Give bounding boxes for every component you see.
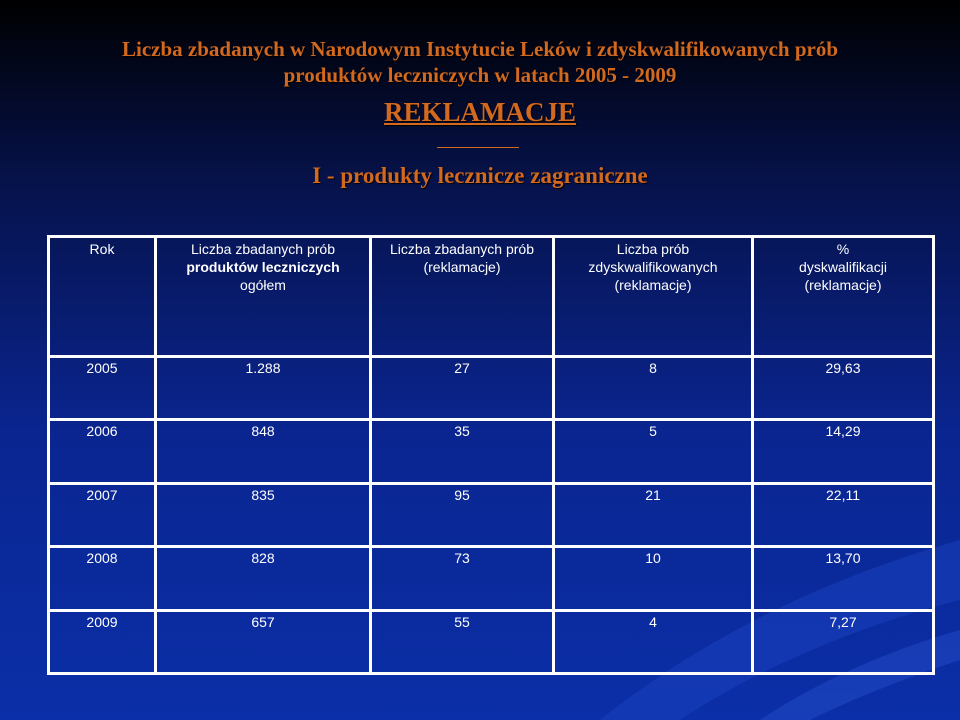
header-percent: % dyskwalifikacji (reklamacje) — [753, 237, 934, 357]
title-line-2: produktów leczniczych w latach 2005 - 2009 — [283, 63, 677, 87]
heading-rule — [437, 147, 519, 148]
cell-tested: 73 — [371, 547, 554, 610]
cell-tested: 55 — [371, 610, 554, 673]
table-row — [49, 547, 934, 610]
cell-percent: 14,29 — [753, 420, 934, 483]
cell-total: 828 — [156, 547, 371, 610]
cell-total: 1.288 — [156, 357, 371, 420]
cell-percent: 29,63 — [753, 357, 934, 420]
title-line-1: Liczba zbadanych w Narodowym Instytucie Leków i zdyskwalifikowanych prób — [121, 37, 839, 61]
cell-total: 848 — [156, 420, 371, 483]
cell-year: 2005 — [49, 357, 156, 420]
cell-percent: 22,11 — [753, 483, 934, 546]
table-header-row — [49, 237, 934, 357]
cell-disqualified: 5 — [554, 420, 753, 483]
slide-subheading: I - produkty lecznicze zagraniczne — [312, 163, 648, 188]
header-total: Liczba zbadanych prób produktów leczniczych ogółem — [156, 237, 371, 357]
cell-year: 2007 — [49, 483, 156, 546]
cell-tested: 95 — [371, 483, 554, 546]
cell-disqualified: 21 — [554, 483, 753, 546]
header-tested: Liczba zbadanych prób (reklamacje) — [371, 237, 554, 357]
table-row — [49, 610, 934, 673]
table-row — [49, 357, 934, 420]
cell-year: 2008 — [49, 547, 156, 610]
header-rok: Rok — [49, 237, 156, 357]
slide-title — [0, 36, 960, 88]
cell-total: 657 — [156, 610, 371, 673]
slide-heading: REKLAMACJE — [383, 97, 576, 127]
cell-tested: 27 — [371, 357, 554, 420]
cell-disqualified: 10 — [554, 547, 753, 610]
cell-year: 2006 — [49, 420, 156, 483]
data-table — [47, 235, 935, 675]
table-row — [49, 420, 934, 483]
table-row — [49, 483, 934, 546]
cell-percent: 7,27 — [753, 610, 934, 673]
cell-disqualified: 4 — [554, 610, 753, 673]
cell-total: 835 — [156, 483, 371, 546]
cell-tested: 35 — [371, 420, 554, 483]
cell-percent: 13,70 — [753, 547, 934, 610]
header-disqualified: Liczba prób zdyskwalifikowanych (reklamacje) — [554, 237, 753, 357]
cell-disqualified: 8 — [554, 357, 753, 420]
cell-year: 2009 — [49, 610, 156, 673]
